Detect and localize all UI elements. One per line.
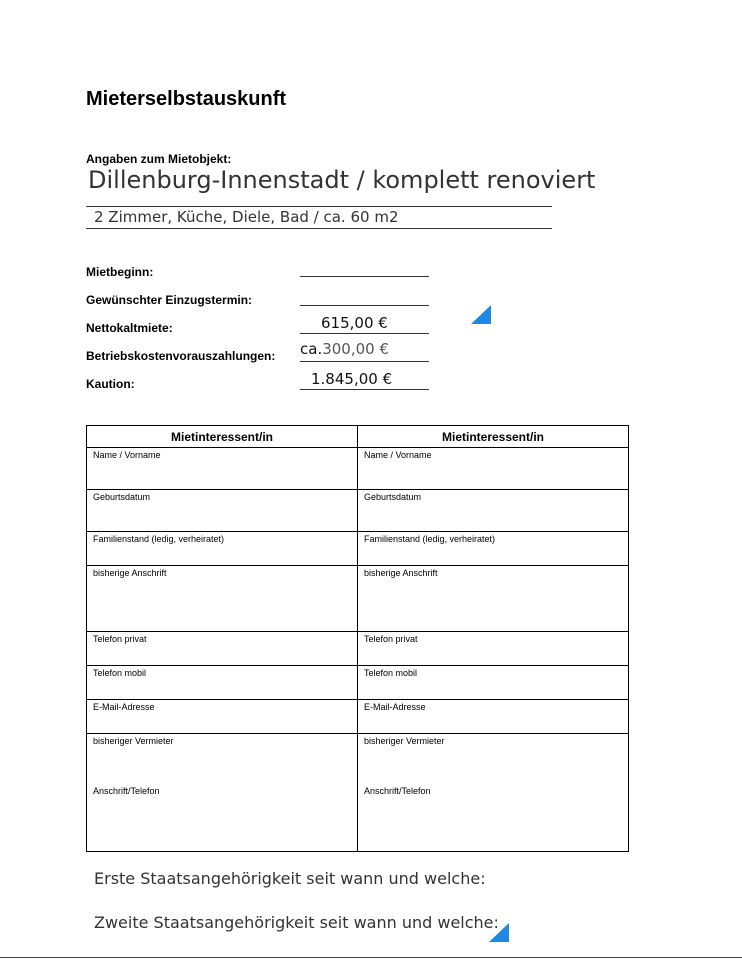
row-label-email: E-Mail-Adresse — [93, 702, 155, 712]
table-cell[interactable] — [358, 566, 629, 632]
table-header-row — [87, 426, 629, 448]
row-label-phone-mobile: Telefon mobil — [93, 668, 147, 678]
table-row — [87, 448, 629, 490]
row-label-phone-private: Telefon privat — [364, 634, 418, 644]
table-cell[interactable] — [87, 532, 358, 566]
row-label-birthdate: Geburtsdatum — [364, 492, 422, 502]
row-label-marital-status: Familienstand (ledig, verheiratet) — [364, 534, 496, 544]
row-label-phone-private: Telefon privat — [93, 634, 147, 644]
applicant-table — [86, 425, 629, 852]
table-cell[interactable] — [358, 666, 629, 700]
field-label-kaution: Kaution: — [86, 377, 135, 391]
table-row — [87, 490, 629, 532]
row-label-email: E-Mail-Adresse — [364, 702, 426, 712]
field-line-einzugstermin[interactable] — [300, 305, 429, 306]
table-cell[interactable] — [87, 632, 358, 666]
table-cell[interactable] — [358, 632, 629, 666]
table-cell[interactable] — [358, 532, 629, 566]
object-section-label: Angaben zum Mietobjekt: — [86, 152, 232, 166]
field-value-kaution[interactable]: 1.845,00 € — [311, 370, 393, 388]
corner-marker-icon — [471, 305, 491, 324]
object-description-line2[interactable]: 2 Zimmer, Küche, Diele, Bad / ca. 60 m2 — [94, 208, 399, 226]
field-label-nettokaltmiete: Nettokaltmiete: — [86, 321, 173, 335]
row-label-birthdate: Geburtsdatum — [93, 492, 151, 502]
table-cell[interactable] — [358, 448, 629, 490]
field-line-kaution — [300, 389, 429, 390]
object-description-line1[interactable]: Dillenburg-Innenstadt / komplett renoviert — [88, 166, 596, 194]
object-underline-2 — [86, 228, 552, 229]
table-cell[interactable] — [87, 666, 358, 700]
table-cell[interactable] — [87, 566, 358, 632]
table-row — [87, 566, 629, 632]
field-amount-betriebskosten: 300,00 € — [322, 340, 390, 358]
table-header-applicant-2: Mietinteressent/in — [358, 426, 629, 448]
table-cell[interactable] — [358, 700, 629, 734]
field-prefix-betriebskosten: ca. — [300, 340, 323, 358]
row-label-phone-mobile: Telefon mobil — [364, 668, 418, 678]
page-title: Mieterselbstauskunft — [86, 88, 287, 110]
row-label-landlord-contact: Anschrift/Telefon — [93, 786, 160, 796]
bottom-divider — [0, 957, 742, 958]
object-underline-1 — [86, 206, 552, 207]
row-label-previous-address: bisherige Anschrift — [364, 568, 438, 578]
table-row — [87, 666, 629, 700]
table-row — [87, 734, 629, 852]
table-cell[interactable] — [87, 490, 358, 532]
table-cell[interactable] — [358, 734, 629, 852]
row-label-marital-status: Familienstand (ledig, verheiratet) — [93, 534, 225, 544]
table-row — [87, 700, 629, 734]
row-label-name: Name / Vorname — [364, 450, 432, 460]
field-label-mietbeginn: Mietbeginn: — [86, 265, 154, 279]
table-cell[interactable] — [358, 490, 629, 532]
row-label-name: Name / Vorname — [93, 450, 161, 460]
row-label-landlord-contact: Anschrift/Telefon — [364, 786, 431, 796]
footer-first-nationality: Erste Staatsangehörigkeit seit wann und welche: — [94, 869, 486, 888]
table-cell[interactable] — [87, 448, 358, 490]
row-label-previous-landlord: bisheriger Vermieter — [364, 736, 445, 746]
row-label-previous-address: bisherige Anschrift — [93, 568, 167, 578]
field-line-mietbeginn[interactable] — [300, 276, 429, 277]
field-value-betriebskosten[interactable] — [300, 340, 389, 358]
table-row — [87, 532, 629, 566]
table-header-applicant-1: Mietinteressent/in — [87, 426, 358, 448]
field-label-einzugstermin: Gewünschter Einzugstermin: — [86, 293, 253, 307]
table-cell[interactable] — [87, 734, 358, 852]
table-cell[interactable] — [87, 700, 358, 734]
row-label-previous-landlord: bisheriger Vermieter — [93, 736, 174, 746]
field-value-nettokaltmiete[interactable]: 615,00 € — [321, 314, 388, 332]
field-line-betriebskosten — [300, 361, 429, 362]
field-label-betriebskosten: Betriebskostenvorauszahlungen: — [86, 349, 276, 363]
field-line-nettokaltmiete — [300, 333, 429, 334]
footer-second-nationality: Zweite Staatsangehörigkeit seit wann und welche: — [94, 913, 499, 932]
table-row — [87, 632, 629, 666]
